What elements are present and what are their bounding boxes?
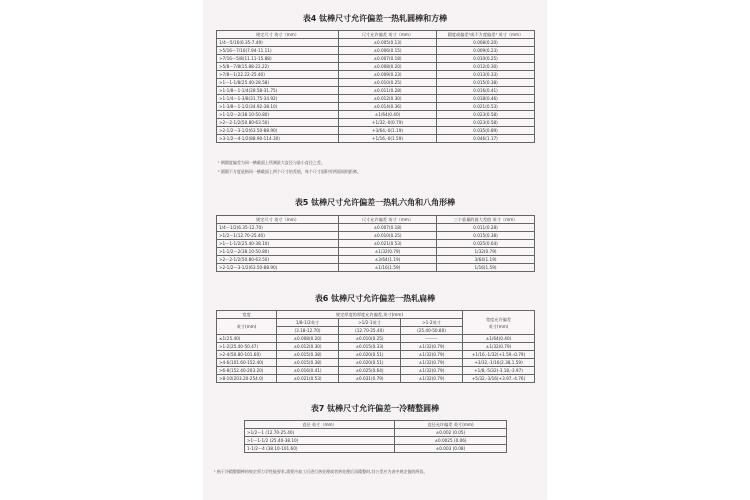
table6-header-c3b: (25.40-50.80) — [401, 327, 463, 335]
table5 — [216, 215, 535, 272]
table4-header: 尺寸允许偏差 英寸（mm） — [339, 31, 437, 39]
table6-cell: ±1/32(0.79) — [401, 359, 463, 367]
table4-cell: >1-1/8～1-1/4(28.58-31.75) — [217, 87, 339, 95]
table4-cell: ±0.006(0.15) — [339, 47, 437, 55]
table6-row — [217, 343, 535, 351]
table4-header: 规定尺寸 英寸（mm） — [217, 31, 339, 39]
table7-title: 表7 钛棒尺寸允许偏差一冷精整圆棒 — [310, 404, 440, 413]
table4-cell: 0.015(0.38) — [437, 79, 535, 87]
table7-header: 直径 英寸（mm） — [245, 421, 395, 429]
table5-cell: 3/64(1.19) — [437, 256, 535, 264]
table4-header-row — [217, 31, 535, 39]
table6-header-row-1 — [217, 311, 535, 319]
table7-header: 直径允许偏差 英寸(mm) — [395, 421, 507, 429]
table5-cell: >2～2-1/2(50.80-63.50) — [217, 256, 339, 264]
table5-cell: ±0.010(0.25) — [339, 232, 437, 240]
table4-row — [217, 103, 535, 111]
table6-cell: >8-10(203.20-254.0) — [217, 375, 277, 383]
table4-cell: +1/32,-0(0.79) — [339, 119, 437, 127]
table7-row — [245, 437, 507, 445]
table4-note-2: ² 圆圆不方度是指同一横截面上两个尺寸的差值，每个尺寸面积对两面间的距离。 — [218, 169, 361, 174]
table6-cell: >1-2(25.40-50.47) — [217, 343, 277, 351]
table5-cell: 0.015(0.38) — [437, 232, 535, 240]
table5-cell: 1/32(0.79) — [437, 248, 535, 256]
table6-cell: ±0.010(0.25) — [339, 335, 401, 343]
table5-row — [217, 248, 535, 256]
table4-cell: +1/16,-0(1.59) — [339, 135, 437, 143]
table4-header: 圆度或偏差²或不方度偏差³ 英寸（mm） — [437, 31, 535, 39]
table4-title: 表4 钛棒尺寸允许偏差一热轧圆棒和方棒 — [302, 14, 448, 23]
table5-cell: 0.011(0.28) — [437, 224, 535, 232]
table7-cell: >1/2～1 (12.70-25.40) — [245, 429, 395, 437]
table5-title: 表5 钛棒尺寸允许偏差一热轧六角和八角形棒 — [294, 198, 456, 207]
table4-cell: 0.023(0.58) — [437, 111, 535, 119]
table4-row — [217, 47, 535, 55]
table5-row — [217, 232, 535, 240]
table6-cell: ≤1(25.40) — [217, 335, 277, 343]
table6-header-c2: >1/2-1英寸 — [339, 319, 401, 327]
table7-cell: ±0.003 (0.08) — [395, 445, 507, 453]
table5-cell: >1/2～1(12.70-25.40) — [217, 232, 339, 240]
table4-row — [217, 119, 535, 127]
table5-cell: ±0.021(0.53) — [339, 240, 437, 248]
table4-cell: 0.009(0.23) — [437, 47, 535, 55]
table6-header-width-tolerance: 宽度允许偏差 英寸(mm) — [463, 311, 535, 335]
table5-row — [217, 240, 535, 248]
table6-cell: ±0.020(0.51) — [339, 359, 401, 367]
table4-cell: >2～2-1/2(50.80-63.50) — [217, 119, 339, 127]
table6-header-c3: >1-2英寸 — [401, 319, 463, 327]
table7-cell: 1-1/2～4 (38.10-101.60) — [245, 445, 395, 453]
table6-row — [217, 335, 535, 343]
table6-cell: +1/16,-1/32(+1.59,-0.79) — [463, 351, 535, 359]
table4-cell: ±0.014(0.36) — [339, 103, 437, 111]
table5-cell: ±1/32(0.79) — [339, 248, 437, 256]
table4-row — [217, 63, 535, 71]
table5-cell: 1/4～1/2(6.35-12.70) — [217, 224, 339, 232]
table4-cell: >1-3/8～1-1/2(34.92-38.10) — [217, 103, 339, 111]
table4-cell: ±0.011(0.28) — [339, 87, 437, 95]
table5-header: 规定尺寸 英寸（mm） — [217, 216, 339, 224]
table4-cell: 0.018(0.46) — [437, 95, 535, 103]
table4-cell: 0.008(0.20) — [437, 39, 535, 47]
table5-cell: ±3/64(1.19) — [339, 256, 437, 264]
table4-cell: ±0.009(0.23) — [339, 71, 437, 79]
table5-row — [217, 224, 535, 232]
table6-cell: ±1/64(0.40) — [463, 335, 535, 343]
table6-cell: ±0.015(0.33) — [339, 343, 401, 351]
table6-cell: ±1/32(0.79) — [401, 367, 463, 375]
table4-cell: >1-1/4～1-3/8(31.75-34.92) — [217, 95, 339, 103]
table4-cell: ±0.005(0.13) — [339, 39, 437, 47]
table6-row — [217, 375, 535, 383]
table6-cell: ±0.021(0.53) — [277, 375, 339, 383]
table6-header-c1b: (3.18-12.70) — [277, 327, 339, 335]
table4 — [216, 30, 535, 143]
table4-note-1: ¹ 钢圆度偏差为同一横截面上所测最大直径与最小直径之差。 — [218, 160, 325, 165]
table5-header: 尺寸允许偏差 英寸（mm） — [339, 216, 437, 224]
table7-cell: >1～1-1/2 (25.40-38.10) — [245, 437, 395, 445]
document-page — [204, 0, 546, 500]
table6-cell: -------- — [401, 335, 463, 343]
table7-cell: ±0.0025 (0.06) — [395, 437, 507, 445]
table6-cell: ±0.016(0.41) — [277, 367, 339, 375]
table4-cell: ±1/64(0.40) — [339, 111, 437, 119]
table4-cell: 1/4～5/16(6.35-7.49) — [217, 39, 339, 47]
table7-row — [245, 445, 507, 453]
table4-row — [217, 127, 535, 135]
table6-cell: ±1/32(0.79) — [401, 343, 463, 351]
table4-row — [217, 135, 535, 143]
table6-cell: ±0.015(0.38) — [277, 359, 339, 367]
table6-cell: >2-4(50.80-101.60) — [217, 351, 277, 359]
table6-cell: +5/32,-3/16(+3.97,-4.76) — [463, 375, 535, 383]
table6-cell: ±1/32(0.79) — [401, 375, 463, 383]
table6-cell: ±0.031(0.79) — [339, 375, 401, 383]
table6-row — [217, 351, 535, 359]
table4-cell: 0.010(0.25) — [437, 55, 535, 63]
table5-row — [217, 264, 535, 272]
table4-cell: >3-1/2～4-1/2(88.90-114.30) — [217, 135, 339, 143]
table4-row — [217, 39, 535, 47]
table4-cell: +3/64,-0(1.19) — [339, 127, 437, 135]
table4-cell: ±0.007(0.18) — [339, 55, 437, 63]
table6 — [216, 310, 535, 383]
table4-row — [217, 79, 535, 87]
table6-cell: ±0.008(0.20) — [277, 335, 339, 343]
table4-row — [217, 95, 535, 103]
table6-cell: ±0.025(0.64) — [339, 367, 401, 375]
table6-header-c1: 1/8-1/2英寸 — [277, 319, 339, 327]
table4-cell: ±0.008(0.20) — [339, 63, 437, 71]
table4-cell: >1～1-1/8(25.40-28.58) — [217, 79, 339, 87]
table6-cell: ±1/32(0.79) — [401, 351, 463, 359]
table4-cell: >1-1/2～2(38.10-50.80) — [217, 111, 339, 119]
table5-cell: >1-1/2～2(38.10-50.80) — [217, 248, 339, 256]
table4-cell: 0.021(0.53) — [437, 103, 535, 111]
table6-header-width: 宽度 — [217, 311, 277, 319]
table5-cell: 0.025(0.64) — [437, 240, 535, 248]
table6-cell: ±0.012(0.30) — [277, 343, 339, 351]
table4-row — [217, 71, 535, 79]
table5-cell: ±1/16(1.59) — [339, 264, 437, 272]
table6-cell: ±0.020(0.51) — [339, 351, 401, 359]
table4-cell: ±0.010(0.25) — [339, 79, 437, 87]
table7-note: ¹ 指于冷精整圆棒的规定须力学性能要求,需要冷加工后进行热处理或者热处理后再精整时,其公差应为表中规定值的两倍。 — [214, 469, 428, 474]
table6-cell: >4-6(101.60-152.40) — [217, 359, 277, 367]
table4-cell: 0.016(0.41) — [437, 87, 535, 95]
table6-title: 表6 钛棒尺寸允许偏差一热轧扁棒 — [314, 294, 436, 303]
table4-cell: >2-1/2～3-1/2(63.50-88.90) — [217, 127, 339, 135]
table5-cell: ±0.007(0.18) — [339, 224, 437, 232]
table7-row — [245, 429, 507, 437]
table6-cell: +3/32,-1/16(2.38,1.59) — [463, 359, 535, 367]
table4-cell: >5/16～7/16(7.94-11.11) — [217, 47, 339, 55]
table6-cell: ±1/32(0.79) — [463, 343, 535, 351]
table4-cell: 0.013(0.33) — [437, 71, 535, 79]
table5-cell: 1/16(1.59) — [437, 264, 535, 272]
table4-row — [217, 55, 535, 63]
table4-cell: 0.023(0.58) — [437, 119, 535, 127]
table6-cell: ±0.015(0.38) — [277, 351, 339, 359]
table4-row — [217, 111, 535, 119]
table4-cell: >7/8～1(22.22-25.40) — [217, 71, 339, 79]
table5-header-row — [217, 216, 535, 224]
table4-cell: >7/16～5/8(11.11-15.88) — [217, 55, 339, 63]
table4-cell: >5/8～7/8(15.88-22.22) — [217, 63, 339, 71]
table5-cell: >2-1/2～3-1/2(63.50-88.90) — [217, 264, 339, 272]
table6-header-thickness: 规定厚度的厚度允许偏差,英寸(mm) — [277, 311, 463, 319]
table4-cell: ±0.012(0.30) — [339, 95, 437, 103]
table6-row — [217, 367, 535, 375]
table6-row — [217, 359, 535, 367]
table5-header: 三个重量的最大差值 英寸（mm） — [437, 216, 535, 224]
table5-row — [217, 256, 535, 264]
table4-cell: 0.046(1.17) — [437, 135, 535, 143]
table4-row — [217, 87, 535, 95]
table6-header-width-unit: 英寸(mm) — [217, 319, 277, 335]
table4-cell: 0.035(0.89) — [437, 127, 535, 135]
table7-header-row — [245, 421, 507, 429]
table7 — [244, 420, 507, 453]
table5-cell: >1～1-1/2(25.40-38.10) — [217, 240, 339, 248]
table6-cell: +1/8,-5/32(-3.18,-3.97) — [463, 367, 535, 375]
table7-cell: ±0.002 (0.05) — [395, 429, 507, 437]
table6-header-c2b: (12.70-25.40) — [339, 327, 401, 335]
table4-cell: 0.012(0.30) — [437, 63, 535, 71]
table6-cell: >6-8(152.40-203.20) — [217, 367, 277, 375]
